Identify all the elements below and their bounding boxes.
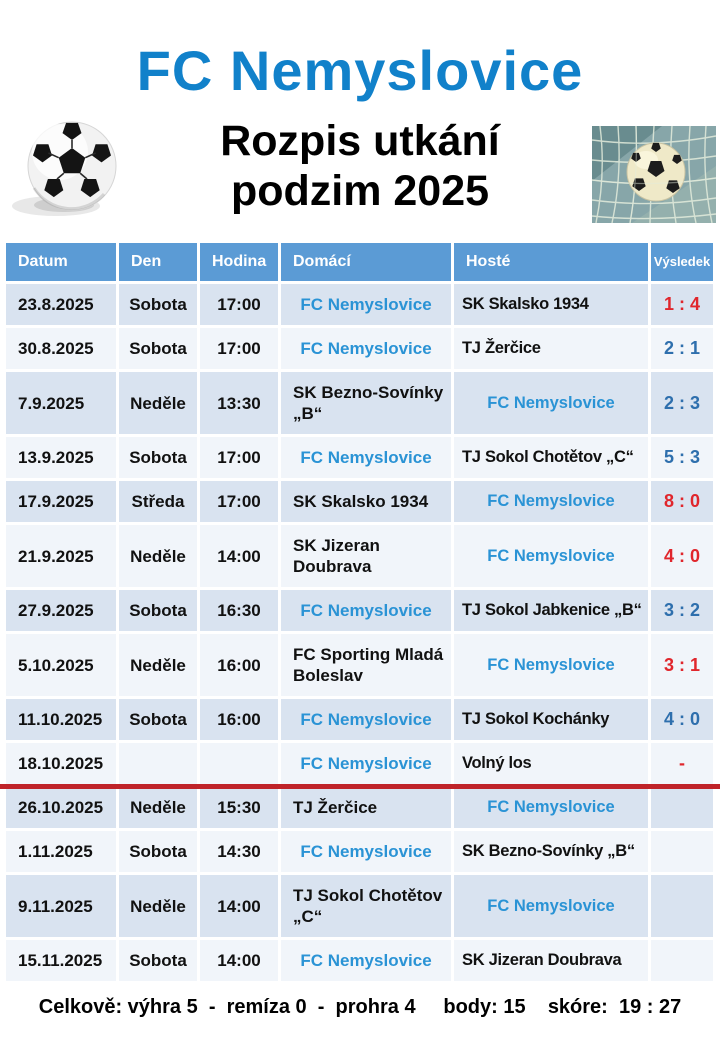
cell-domaci: TJ Žerčice: [281, 787, 451, 828]
cell-hoste: SK Bezno-Sovínky „B“: [454, 831, 648, 872]
cell-hoste: TJ Sokol Kochánky: [454, 699, 648, 740]
cell-den: Sobota: [119, 437, 197, 478]
cell-domaci: FC Nemyslovice: [281, 284, 451, 325]
cell-den: Neděle: [119, 634, 197, 696]
cell-den: Středa: [119, 481, 197, 522]
cell-hoste: FC Nemyslovice: [454, 634, 648, 696]
table-row: [6, 525, 713, 587]
cell-hodina: 17:00: [200, 481, 278, 522]
table-header-row: [6, 243, 713, 281]
season-divider-line: [0, 784, 720, 789]
cell-hodina: 14:00: [200, 875, 278, 937]
table-row: [6, 634, 713, 696]
cell-den: Neděle: [119, 787, 197, 828]
cell-datum: 17.9.2025: [6, 481, 116, 522]
cell-vysledek: [651, 940, 713, 981]
cell-vysledek: 3 : 1: [651, 634, 713, 696]
col-header-den: Den: [119, 243, 197, 281]
cell-hoste: SK Skalsko 1934: [454, 284, 648, 325]
cell-domaci: FC Nemyslovice: [281, 437, 451, 478]
cell-datum: 13.9.2025: [6, 437, 116, 478]
cell-domaci: FC Nemyslovice: [281, 743, 451, 784]
cell-datum: 5.10.2025: [6, 634, 116, 696]
cell-datum: 26.10.2025: [6, 787, 116, 828]
cell-domaci: FC Sporting Mladá Boleslav: [281, 634, 451, 696]
cell-hoste: TJ Sokol Jabkenice „B“: [454, 590, 648, 631]
cell-vysledek: 5 : 3: [651, 437, 713, 478]
table-row: [6, 372, 713, 434]
cell-hoste: FC Nemyslovice: [454, 372, 648, 434]
cell-datum: 7.9.2025: [6, 372, 116, 434]
cell-vysledek: -: [651, 743, 713, 784]
soccer-ball-image: [12, 118, 124, 218]
cell-datum: 9.11.2025: [6, 875, 116, 937]
cell-vysledek: 8 : 0: [651, 481, 713, 522]
cell-hodina: 16:00: [200, 634, 278, 696]
cell-vysledek: 1 : 4: [651, 284, 713, 325]
cell-vysledek: [651, 875, 713, 937]
table-row: [6, 787, 713, 828]
col-header-domaci: Domácí: [281, 243, 451, 281]
cell-domaci: FC Nemyslovice: [281, 699, 451, 740]
schedule-table: [3, 240, 716, 984]
cell-vysledek: [651, 831, 713, 872]
cell-hoste: TJ Sokol Chotětov „C“: [454, 437, 648, 478]
cell-hodina: 14:30: [200, 831, 278, 872]
schedule-body: [6, 284, 713, 981]
goal-net-ball-image: [592, 126, 716, 223]
cell-den: [119, 743, 197, 784]
cell-datum: 1.11.2025: [6, 831, 116, 872]
cell-domaci: SK Skalsko 1934: [281, 481, 451, 522]
cell-vysledek: 2 : 1: [651, 328, 713, 369]
table-row: [6, 437, 713, 478]
cell-vysledek: [651, 787, 713, 828]
cell-hodina: 16:00: [200, 699, 278, 740]
cell-den: Neděle: [119, 372, 197, 434]
col-header-hodina: Hodina: [200, 243, 278, 281]
cell-den: Neděle: [119, 875, 197, 937]
subtitle-line2: podzim 2025: [230, 167, 490, 215]
cell-datum: 27.9.2025: [6, 590, 116, 631]
cell-hoste: TJ Žerčice: [454, 328, 648, 369]
cell-domaci: TJ Sokol Chotětov „C“: [281, 875, 451, 937]
cell-domaci: SK Bezno-Sovínky „B“: [281, 372, 451, 434]
cell-hodina: 16:30: [200, 590, 278, 631]
table-row: [6, 743, 713, 784]
cell-hoste: FC Nemyslovice: [454, 787, 648, 828]
cell-hodina: 17:00: [200, 437, 278, 478]
cell-datum: 30.8.2025: [6, 328, 116, 369]
cell-vysledek: 4 : 0: [651, 699, 713, 740]
table-row: [6, 831, 713, 872]
cell-domaci: FC Nemyslovice: [281, 328, 451, 369]
cell-domaci: FC Nemyslovice: [281, 590, 451, 631]
cell-datum: 23.8.2025: [6, 284, 116, 325]
cell-den: Sobota: [119, 940, 197, 981]
cell-hoste: FC Nemyslovice: [454, 525, 648, 587]
cell-hodina: 13:30: [200, 372, 278, 434]
cell-hodina: 17:00: [200, 328, 278, 369]
cell-hodina: 14:00: [200, 525, 278, 587]
col-header-vysledek: Výsledek: [651, 243, 713, 281]
cell-den: Sobota: [119, 831, 197, 872]
cell-den: Sobota: [119, 699, 197, 740]
col-header-hoste: Hosté: [454, 243, 648, 281]
cell-domaci: FC Nemyslovice: [281, 831, 451, 872]
table-row: [6, 590, 713, 631]
col-header-datum: Datum: [6, 243, 116, 281]
cell-den: Neděle: [119, 525, 197, 587]
table-row: [6, 875, 713, 937]
cell-hoste: FC Nemyslovice: [454, 481, 648, 522]
cell-den: Sobota: [119, 590, 197, 631]
cell-hoste: Volný los: [454, 743, 648, 784]
cell-datum: 11.10.2025: [6, 699, 116, 740]
cell-den: Sobota: [119, 284, 197, 325]
cell-hoste: FC Nemyslovice: [454, 875, 648, 937]
table-row: [6, 284, 713, 325]
cell-den: Sobota: [119, 328, 197, 369]
cell-hodina: 15:30: [200, 787, 278, 828]
season-summary: Celkově: výhra 5 - remíza 0 - prohra 4 body: 15 skóre: 19 : 27: [38, 996, 682, 1018]
club-title: FC Nemyslovice: [136, 39, 584, 102]
cell-hodina: 17:00: [200, 284, 278, 325]
cell-datum: 21.9.2025: [6, 525, 116, 587]
cell-vysledek: 2 : 3: [651, 372, 713, 434]
cell-hoste: SK Jizeran Doubrava: [454, 940, 648, 981]
cell-datum: 15.11.2025: [6, 940, 116, 981]
table-row: [6, 328, 713, 369]
cell-hodina: [200, 743, 278, 784]
cell-datum: 18.10.2025: [6, 743, 116, 784]
subtitle-line1: Rozpis utkání: [220, 117, 500, 165]
cell-vysledek: 4 : 0: [651, 525, 713, 587]
cell-hodina: 14:00: [200, 940, 278, 981]
table-row: [6, 481, 713, 522]
cell-vysledek: 3 : 2: [651, 590, 713, 631]
cell-domaci: FC Nemyslovice: [281, 940, 451, 981]
table-row: [6, 699, 713, 740]
table-row: [6, 940, 713, 981]
cell-domaci: SK Jizeran Doubrava: [281, 525, 451, 587]
